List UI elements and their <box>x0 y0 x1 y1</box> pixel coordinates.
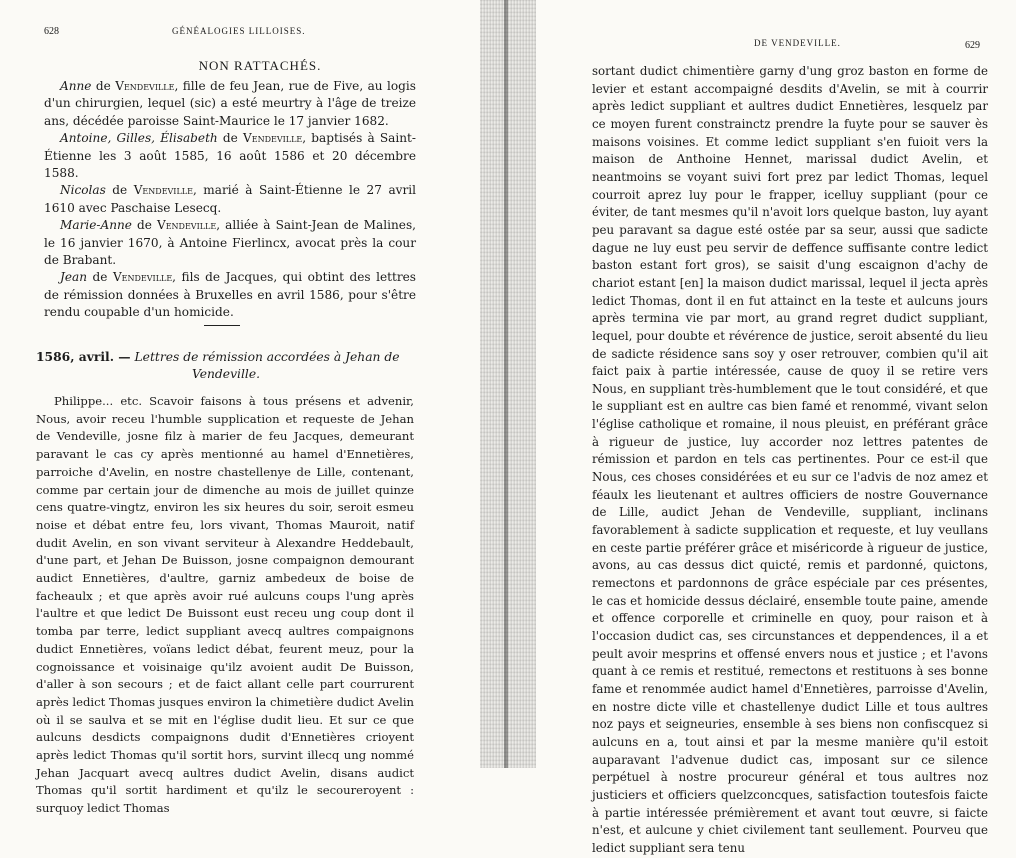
genealogy-entries <box>44 78 416 322</box>
entry-jean: Jean de Vendeville, fils de Jacques, qui obtint des lettres de rémission données à Bruxelles en avril 1586, pour s'être rendu coupable d'un homicide. <box>44 270 416 320</box>
document-title-continued: Vendeville. <box>191 367 261 381</box>
left-body-text <box>36 393 414 818</box>
document-date: 1586, avril. — <box>36 349 131 364</box>
left-page-number: 628 <box>44 26 59 37</box>
section-divider <box>204 325 240 326</box>
right-page <box>528 0 1016 855</box>
section-title: NON RATTACHÉS. <box>198 58 322 73</box>
entry-anne: Anne de Vendeville, fille de feu Jean, rue de Five, au logis d'un chirurgien, lequel (sic) a esté meurtry à l'âge de treize ans, décédée paroisse Saint-Maurice le 17 janvier 1682. <box>44 79 416 128</box>
entry-antoine-gilles-elisabeth: Antoine, Gilles, Élisabeth de Vendeville, baptisés à Saint-Étienne les 3 août 1585, 16 août 1586 et 20 décembre 1588. <box>44 131 416 181</box>
left-running-head: GÉNÉALOGIES LILLOISES. <box>172 26 306 36</box>
right-body-text <box>592 63 988 858</box>
document-title: Lettres de rémission accordées à Jehan de <box>134 350 400 364</box>
entry-nicolas: Nicolas de Vendeville, marié à Saint-Étienne le 27 avril 1610 avec Paschaise Lesecq. <box>44 183 416 215</box>
left-page <box>0 0 488 816</box>
document-heading <box>36 348 416 383</box>
entry-marie-anne: Marie-Anne de Vendeville, alliée à Saint-Jean de Malines, le 16 janvier 1670, à Antoine Fierlincx, avocat près la cour de Brabant. <box>44 218 416 268</box>
right-running-head: DE VENDEVILLE. <box>754 38 841 48</box>
right-body-paragraph: sortant dudict chimentière garny d'ung groz baston en forme de levier et estant accompaigné desdits d'Avelin, se mit à courrir après ledict suppliant et aultres dudict Ennetières, lesquelz par ce moyen furent constrainctz prendre la fuyte pour se sauver ès maisons voisines. Et comme ledict suppliant s'en fuioit vers la maison de Anthoine Hennet, marissal dudict Avelin, et neantmoins se voyant suivi fort prez par ledict Thomas, lequel courroit aprez luy pour le frapper, icelluy suppliant (pour ce éviter, de tant mesmes qu'il n'avoit lors quelque baston, luy ayant peu paravant sa dague esté ostée par sa seur, aussi que sadicte dague ne luy eust peu servir de deffence suffisante contre ledict baston estant fort gros), se saisit d'ung escaignon d'achy de chariot estant [en] la maison dudict marissal, lequel il jecta après ledict Thomas, dont il en fut attainct en la teste et aulcuns jours après termina vie par mort, au grand regret dudict suppliant, lequel, pour doubte et révérence de justice, seroit absenté du lieu de sadicte résidence sans soy y oser retrouver, combien qu'il ait faict paix à partie intéressée, cause de quoy il se retire vers Nous, en suppliant très-humblement que le tout considéré, et que le suppliant est en aultre cas bien famé et renommé, vivant selon l'église catholique et romaine, il nous pleuist, en préférant grâce à rigueur de justice, luy accorder noz lettres patentes de rémission et pardon en tels cas pertinentes. Pour ce est-il que Nous, ces choses considérées et eu sur ce l'advis de noz amez et féaulx les lieutenant et aultres officiers de nostre Gouvernance de Lille, audict Jehan de Vendeville, suppliant, inclinans favorablement à sadicte supplication et requeste, et luy veullans en ceste partie préférer grâce et miséricorde à rigueur de justice, avons, au cas dessus dict quicté, remis et pardonné, quictons, remectons et pardonnons de grâce espéciale par ces présentes, le cas et homicide dessus déclairé, ensemble toute paine, amende et offence corporelle et criminelle en quoy, pour raison et à l'occasion dudict cas, ses circunstances et deppendences, il a et peult avoir mesprins et offensé envers nous et justice ; et l'avons quant à ce remis et restitué, remectons et restituons à ses bonne fame et renommée audict hamel d'Ennetières, parroisse d'Avelin, en nostre dicte ville et chastellenye dudict Lille et tous aultres noz pays et seigneuries, ensemble à ses biens non confiscquez si aulcuns en a, tout ainsi et par la mesme manière qu'il estoit auparavant l'advenue dudict cas, imposant sur ce silence perpétuel à nostre procureur général et tous aultres noz justiciers et officiers quelzconcques, satisfaction toutesfois faicte à partie intéressée prémièrement et avant tout œuvre, si faicte n'est, et aulcune y chiet civilement tant seullement. Pourveu que ledict suppliant sera tenu <box>592 64 988 855</box>
left-body-paragraph: Philippe... etc. Scavoir faisons à tous présens et advenir, Nous, avoir receu l'humble supplication et requeste de Jehan de Vendeville, josne filz à marier de feu Jacques, demeurant paravant le cas cy après mentionné au hamel d'Ennetières, parroiche d'Avelin, en nostre chastellenye de Lille, contenant, comme par certain jour de dimenche au mois de juillet quinze cens quatre-vingtz, environ les six heures du soir, seroit esmeu noise et débat entre feu, lors vivant, Thomas Mauroit, natif dudit Avelin, en son vivant serviteur à Alexandre Heddebault, d'une part, et Jehan De Buisson, josne compaignon demourant audict Ennetières, d'aultre, garniz ambedeux de boise de facheaulx ; et que après avoir rué aulcuns coups l'ung après l'aultre et que ledict De Buissont eust receu ung coup dont il tomba par terre, ledict suppliant avecq aultres compaignons dudict Ennetières, voïans ledict débat, feurent meuz, pour la cognoissance et voisinaige qu'ilz avoient audit De Buisson, d'aller à son secours ; et de faict allant celle part courrurent après ledict Thomas jusques environ la chimetière dudict Avelin où il se saulva et se mit en l'église dudit lieu. Et sur ce que aulcuns desdicts compaignons dudit d'Ennetières crioyent après ledict Thomas qu'il sortit hors, survint illecq ung nommé Jehan Jacquart avecq aultres dudict Avelin, disans audict Thomas qu'il sortit hardiment et qu'ilz le secoureroyent : surquoy ledict Thomas <box>36 394 414 816</box>
right-page-number: 629 <box>965 40 980 51</box>
